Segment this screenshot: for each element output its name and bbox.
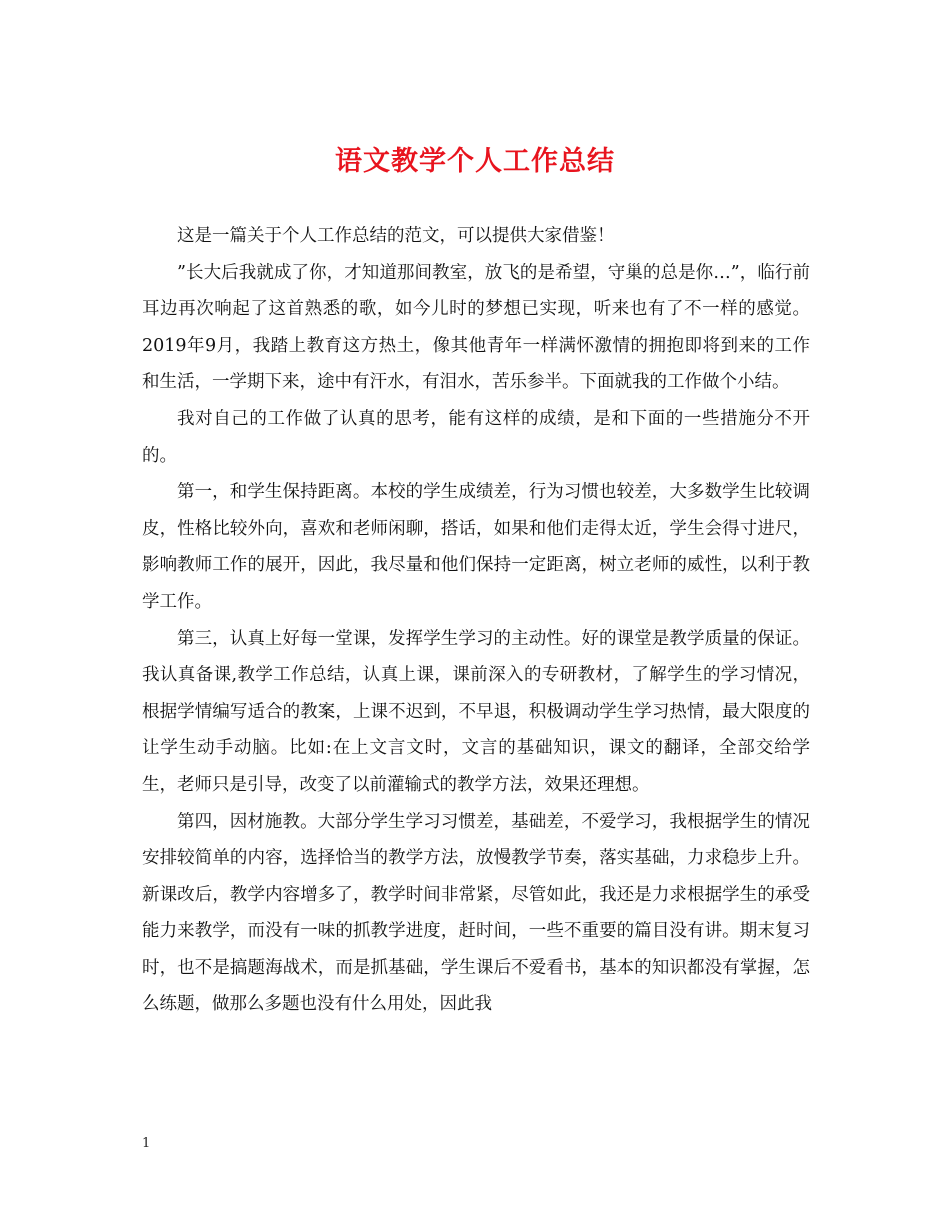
document-title: 语文教学个人工作总结 (335, 146, 615, 177)
page-number: 1 (142, 1136, 151, 1151)
document-body (142, 218, 810, 1023)
paragraph-first-point: 第一，和学生保持距离。本校的学生成绩差，行为习惯也较差，大多数学生比较调皮，性格比较外向，喜欢和老师闲聊，搭话，如果和他们走得太近，学生会得寸进尺，影响教师工作的展开，因此，我尽量和他们保持一定距离，树立老师的威性，以利于教学工作。 (142, 482, 810, 612)
paragraph-reflection: 我对自己的工作做了认真的思考，能有这样的成绩，是和下面的一些措施分不开的。 (142, 408, 810, 466)
paragraph-fourth-point: 第四，因材施教。大部分学生学习习惯差，基础差，不爱学习，我根据学生的情况安排较简单的内容，选择恰当的教学方法，放慢教学节奏，落实基础，力求稳步上升。新课改后，教学内容增多了，教学时间非常紧，尽管如此，我还是力求根据学生的承受能力来教学，而没有一味的抓教学进度，赶时间，一些不重要的篇目没有讲。期末复习时，也不是搞题海战术，而是抓基础，学生课后不爱看书，基本的知识都没有掌握，怎么练题，做那么多题也没有什么用处，因此我 (142, 811, 810, 1015)
paragraph-third-point: 第三，认真上好每一堂课，发挥学生学习的主动性。好的课堂是教学质量的保证。我认真备课,教学工作总结，认真上课，课前深入的专研教材，了解学生的学习情况，根据学情编写适合的教案，上课不迟到，不早退，积极调动学生学习热情，最大限度的让学生动手动脑。比如:在上文言文时，文言的基础知识，课文的翻译，全部交给学生，老师只是引导，改变了以前灌输式的教学方法，效果还理想。 (142, 628, 810, 795)
paragraph-song: ”长大后我就成了你，才知道那间教室，放飞的是希望，守巢的总是你…”，临行前耳边再次响起了这首熟悉的歌，如今儿时的梦想已实现，听来也有了不一样的感觉。2019年9月，我踏上教育这方热土，像其他青年一样满怀激情的拥抱即将到来的工作和生活，一学期下来，途中有汗水，有泪水，苦乐参半。下面就我的工作做个小结。 (142, 262, 810, 393)
paragraph-intro: 这是一篇关于个人工作总结的范文，可以提供大家借鉴！ (177, 226, 615, 246)
